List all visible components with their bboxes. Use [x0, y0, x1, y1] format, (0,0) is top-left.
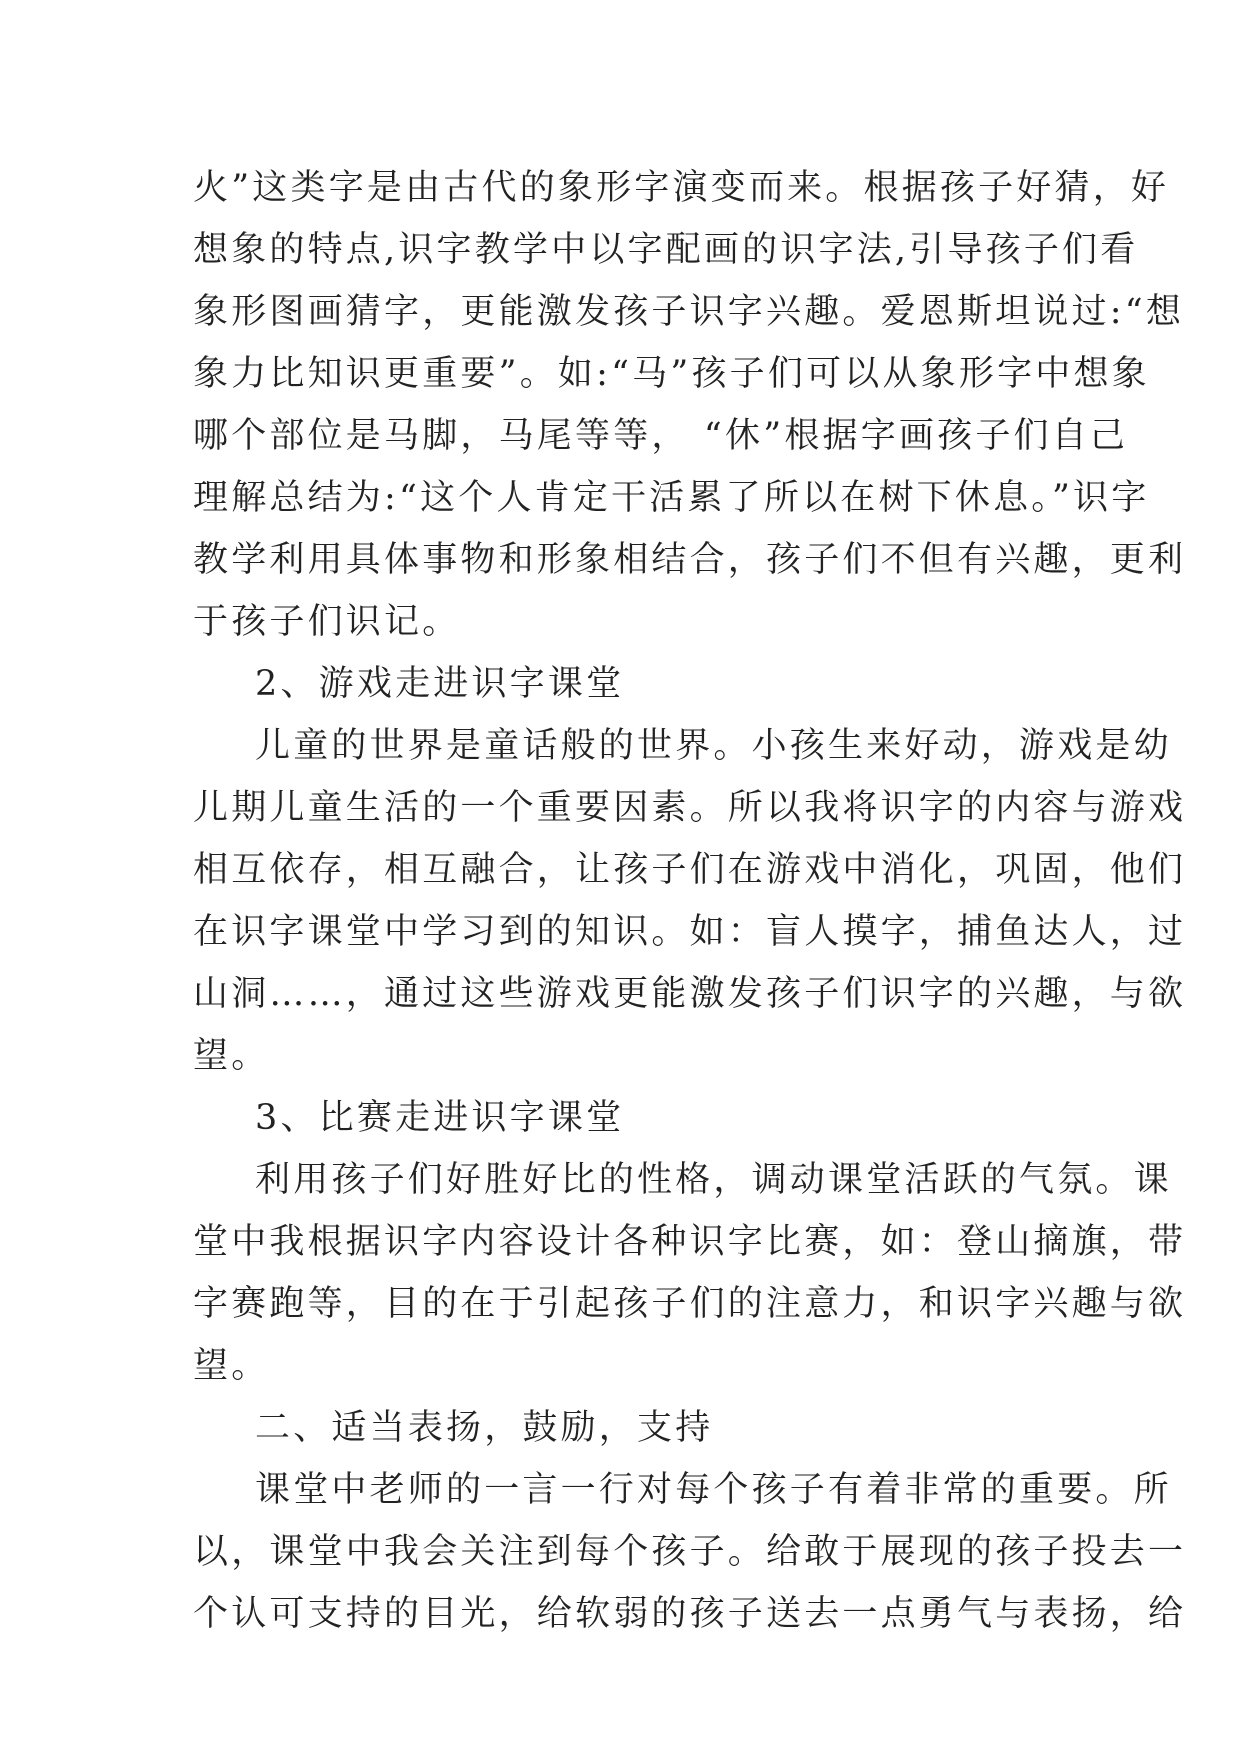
text-line: 哪个部位是马脚，马尾等等， “休”根据字画孩子们自己 — [193, 416, 1129, 456]
text-line: 想象的特点,识字教学中以字配画的识字法,引导孩子们看 — [193, 230, 1139, 270]
section-heading: 二、适当表扬，鼓励，支持 — [255, 1408, 714, 1448]
text-line: 个认可支持的目光，给软弱的孩子送去一点勇气与表扬，给 — [193, 1594, 1187, 1634]
text-line: 理解总结为:“这个人肯定干活累了所以在树下休息。”识字 — [193, 478, 1150, 518]
text-line: 儿童的世界是童话般的世界。小孩生来好动，游戏是幼 — [255, 726, 1172, 766]
text-line: 于孩子们识记。 — [193, 602, 461, 642]
text-line: 望。 — [193, 1346, 270, 1386]
text-line: 课堂中老师的一言一行对每个孩子有着非常的重要。所 — [255, 1470, 1172, 1510]
text-line: 火”这类字是由古代的象形字演变而来。根据孩子好猜，好 — [193, 168, 1170, 208]
text-line: 教学利用具体事物和形象相结合，孩子们不但有兴趣，更利 — [193, 540, 1187, 580]
section-heading: 2、游戏走进识字课堂 — [255, 664, 625, 704]
text-line: 象形图画猜字，更能激发孩子识字兴趣。爱恩斯坦说过:“想 — [193, 292, 1185, 332]
text-line: 象力比知识更重要”。如:“马”孩子们可以从象形字中想象 — [193, 354, 1150, 394]
text-line: 堂中我根据识字内容设计各种识字比赛，如：登山摘旗，带 — [193, 1222, 1187, 1262]
section-heading: 3、比赛走进识字课堂 — [255, 1098, 625, 1138]
text-line: 望。 — [193, 1036, 270, 1076]
text-line: 利用孩子们好胜好比的性格，调动课堂活跃的气氛。课 — [255, 1160, 1172, 1200]
text-line: 字赛跑等，目的在于引起孩子们的注意力，和识字兴趣与欲 — [193, 1284, 1187, 1324]
text-line: 以，课堂中我会关注到每个孩子。给敢于展现的孩子投去一 — [193, 1532, 1187, 1572]
text-line: 在识字课堂中学习到的知识。如：盲人摸字，捕鱼达人，过 — [193, 912, 1187, 952]
text-line: 山洞……，通过这些游戏更能激发孩子们识字的兴趣，与欲 — [193, 974, 1187, 1014]
text-line: 儿期儿童生活的一个重要因素。所以我将识字的内容与游戏 — [193, 788, 1187, 828]
text-line: 相互依存，相互融合，让孩子们在游戏中消化，巩固，他们 — [193, 850, 1187, 890]
document-body — [193, 157, 1187, 1645]
